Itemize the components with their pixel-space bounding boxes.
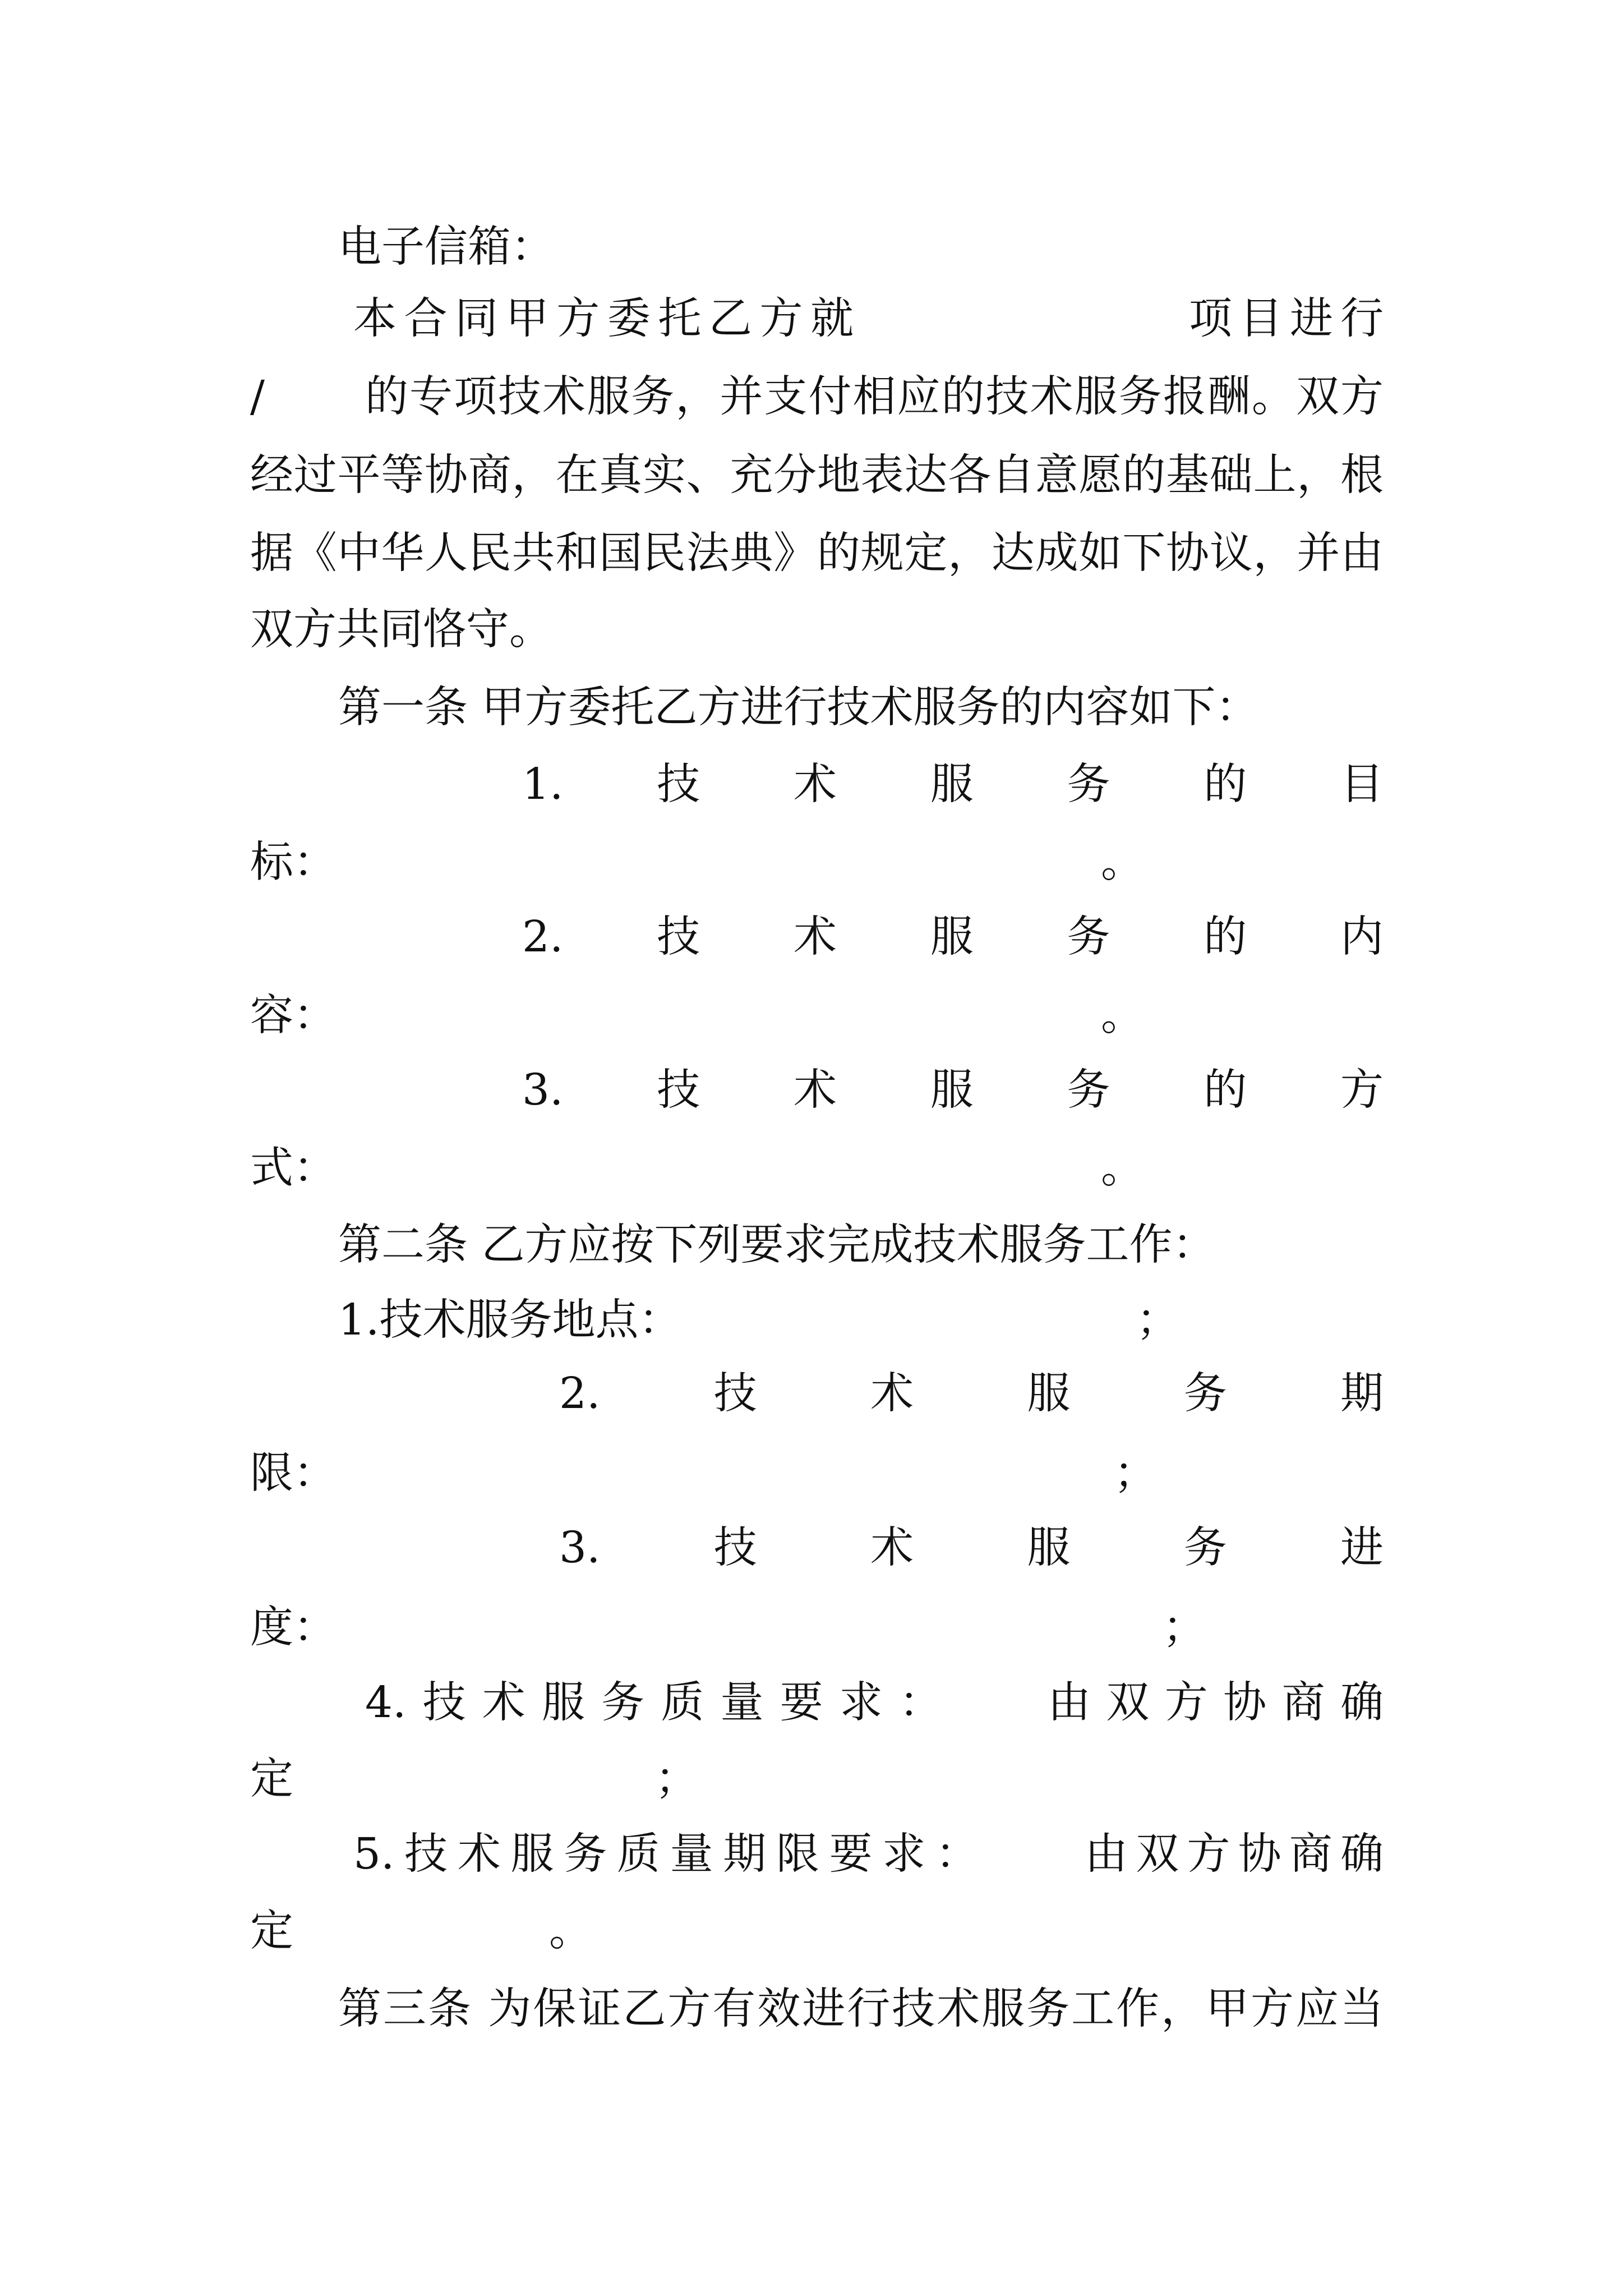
email-label: 电子信箱： xyxy=(338,222,554,272)
intro-line-4: 据《中华人民共和国民法典》的规定，达成如下协议，并由 xyxy=(250,528,1384,578)
article-1-item-3-start: 3.技术服务的方 xyxy=(522,1065,1384,1115)
article-1-heading: 第一条 甲方委托乙方进行技术服务的内容如下： xyxy=(338,683,1259,733)
article-2-item-4-value-start: 由双方协商确 xyxy=(1048,1678,1384,1728)
article-1-item-3-period: 。 xyxy=(1101,1143,1144,1193)
article-2-item-4-value-end: 定 xyxy=(250,1754,293,1804)
article-2-item-2-start: 2.技术服务期 xyxy=(559,1369,1384,1419)
article-1-item-1-start: 1.技术服务的目 xyxy=(522,760,1384,809)
article-2-item-3-semicolon: ； xyxy=(1163,1603,1206,1653)
article-2-heading: 第二条 乙方应按下列要求完成技术服务工作： xyxy=(338,1220,1216,1270)
article-2-item-4-semicolon: ； xyxy=(655,1754,698,1804)
article-1-item-2-end: 容： xyxy=(250,991,336,1041)
article-2-item-5-label: 5.技术服务质量期限要求： xyxy=(353,1829,979,1879)
article-2-item-5-value-start: 由双方协商确 xyxy=(1085,1829,1384,1879)
article-2-item-4-label: 4.技术服务质量要求： xyxy=(365,1678,942,1728)
slash-mark: / xyxy=(250,372,265,422)
intro-line-3: 经过平等协商，在真实、充分地表达各自意愿的基础上，根 xyxy=(250,450,1384,500)
article-2-item-5-value-end: 定 xyxy=(250,1906,293,1956)
article-1-item-2-start: 2.技术服务的内 xyxy=(522,912,1384,962)
article-1-item-2-period: 。 xyxy=(1101,991,1144,1041)
intro-line-5: 双方共同恪守。 xyxy=(250,605,552,655)
intro-line-1-end: 项目进行 xyxy=(1189,294,1384,344)
article-1-item-1-period: 。 xyxy=(1101,838,1144,887)
intro-line-1-start: 本合同甲方委托乙方就 xyxy=(353,294,854,344)
article-3-heading: 第三条 为保证乙方有效进行技术服务工作，甲方应当 xyxy=(338,1984,1384,2034)
article-1-item-1-end: 标： xyxy=(250,838,336,887)
article-2-item-2-semicolon: ； xyxy=(1114,1448,1157,1498)
article-2-item-1-semicolon: ； xyxy=(1136,1295,1179,1345)
article-2-item-3-start: 3.技术服务进 xyxy=(559,1523,1384,1573)
intro-line-2: 的专项技术服务，并支付相应的技术服务报酬。双方 xyxy=(365,372,1384,422)
article-2-item-2-end: 限： xyxy=(250,1448,336,1498)
article-1-item-3-end: 式： xyxy=(250,1143,336,1193)
article-2-item-3-end: 度： xyxy=(250,1603,336,1653)
article-2-item-5-period: 。 xyxy=(549,1906,592,1956)
article-2-item-1: 1.技术服务地点： xyxy=(338,1295,682,1345)
